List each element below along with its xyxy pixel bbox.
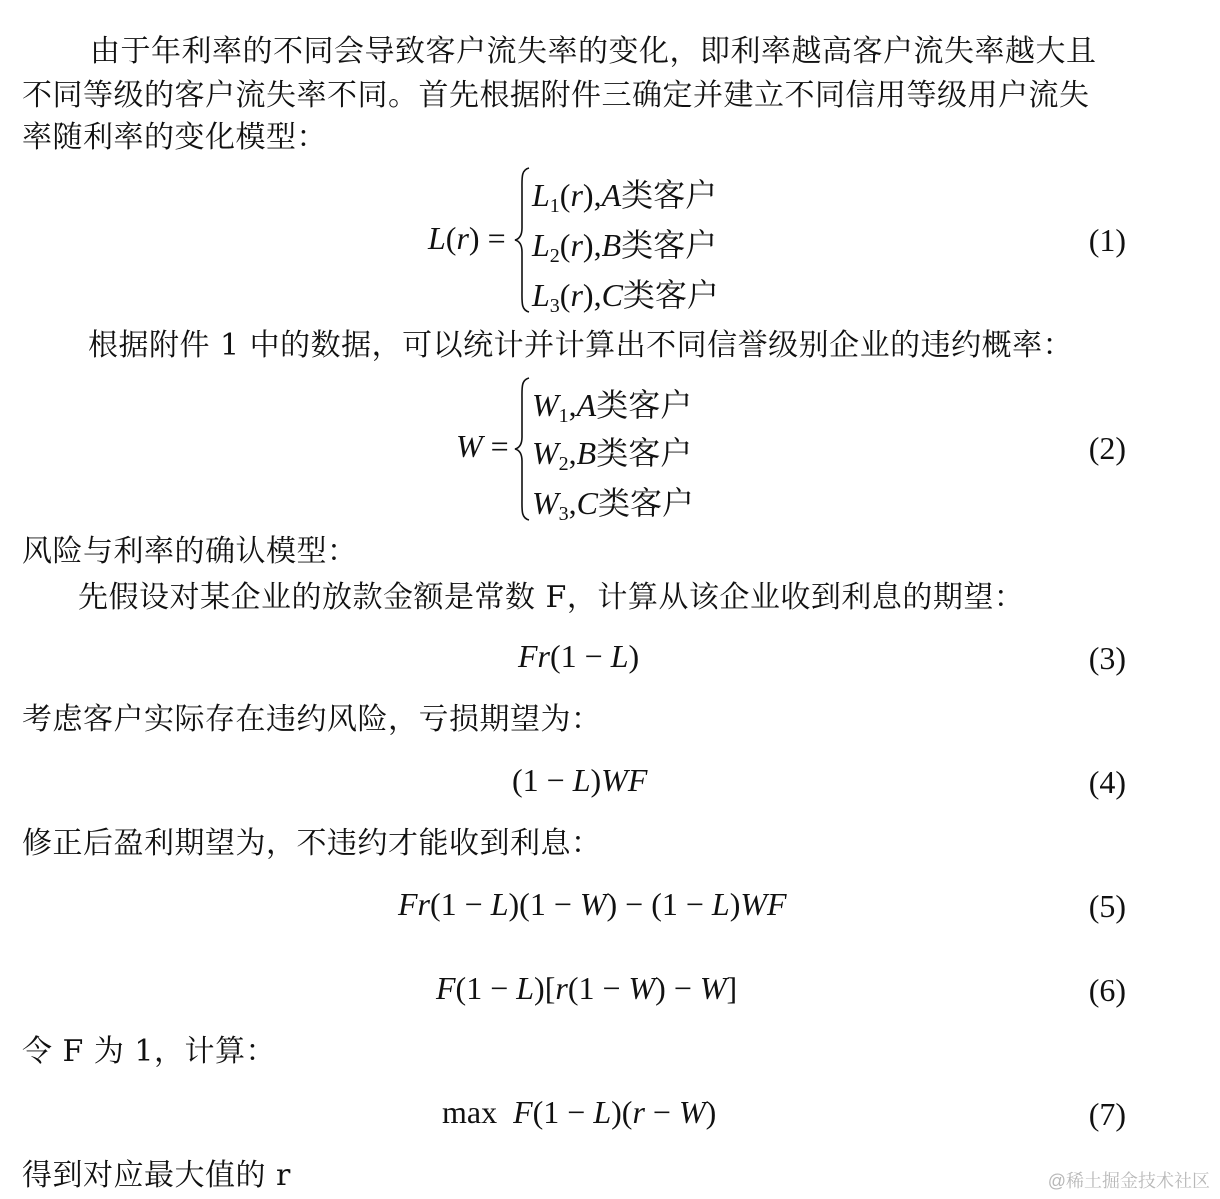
equation-2-lhs: W =	[456, 428, 509, 464]
paragraph-intro-line-3: 率随利率的变化模型：	[22, 120, 327, 155]
equation-4: (1 − L)WF	[512, 762, 648, 798]
equation-2-case-1: $W_1,A$类客户	[532, 387, 693, 427]
paragraph-risk-model-heading: 风险与利率的确认模型：	[22, 534, 358, 569]
paragraph-intro-line-2: 不同等级的客户流失率不同。首先根据附件三确定并建立不同信用等级用户流失	[22, 78, 1090, 113]
paragraph-loss-expectation: 考虑客户实际存在违约风险，亏损期望为：	[22, 702, 602, 737]
equation-1-brace	[513, 166, 533, 314]
watermark: @稀土掘金技术社区	[1047, 1171, 1210, 1191]
equation-1-case-2: $L_2(r),B$类客户	[532, 227, 718, 267]
paragraph-set-f: 令 F 为 1，计算：	[22, 1034, 277, 1069]
equation-2-number: (2)	[1088, 430, 1126, 466]
equation-7: max F(1 − L)(r − W)	[442, 1094, 717, 1130]
equation-3-number: (3)	[1088, 640, 1126, 676]
equation-7-number: (7)	[1088, 1096, 1126, 1132]
equation-3: Fr(1 − L)	[518, 638, 640, 674]
equation-5: Fr(1 − L)(1 − W) − (1 − L)WF	[398, 886, 787, 922]
equation-2-case-2: $W_2,B$类客户	[532, 435, 693, 475]
equation-2-brace	[513, 376, 533, 522]
paragraph-default-probability: 根据附件 1 中的数据，可以统计并计算出不同信誉级别企业的违约概率：	[88, 328, 1074, 363]
equation-5-number: (5)	[1088, 888, 1126, 924]
equation-2-case-3: $W_3,C$类客户	[532, 485, 695, 525]
paragraph-conclusion: 得到对应最大值的 r	[22, 1158, 291, 1193]
equation-4-number: (4)	[1088, 764, 1126, 800]
paragraph-corrected-profit: 修正后盈利期望为，不违约才能收到利息：	[22, 826, 602, 861]
equation-1-number: (1)	[1088, 222, 1126, 258]
equation-1-case-3: $L_3(r),C$类客户	[532, 277, 719, 317]
paragraph-loan-assumption: 先假设对某企业的放款金额是常数 F，计算从该企业收到利息的期望：	[78, 580, 1025, 615]
paragraph-intro-line-1: 由于年利率的不同会导致客户流失率的变化，即利率越高客户流失率越大且	[90, 34, 1097, 69]
equation-6: F(1 − L)[r(1 − W) − W]	[436, 970, 738, 1006]
equation-1-case-1: $L_1(r),A$类客户	[532, 177, 718, 217]
equation-6-number: (6)	[1088, 972, 1126, 1008]
equation-1-lhs: L(r) =	[428, 220, 506, 256]
